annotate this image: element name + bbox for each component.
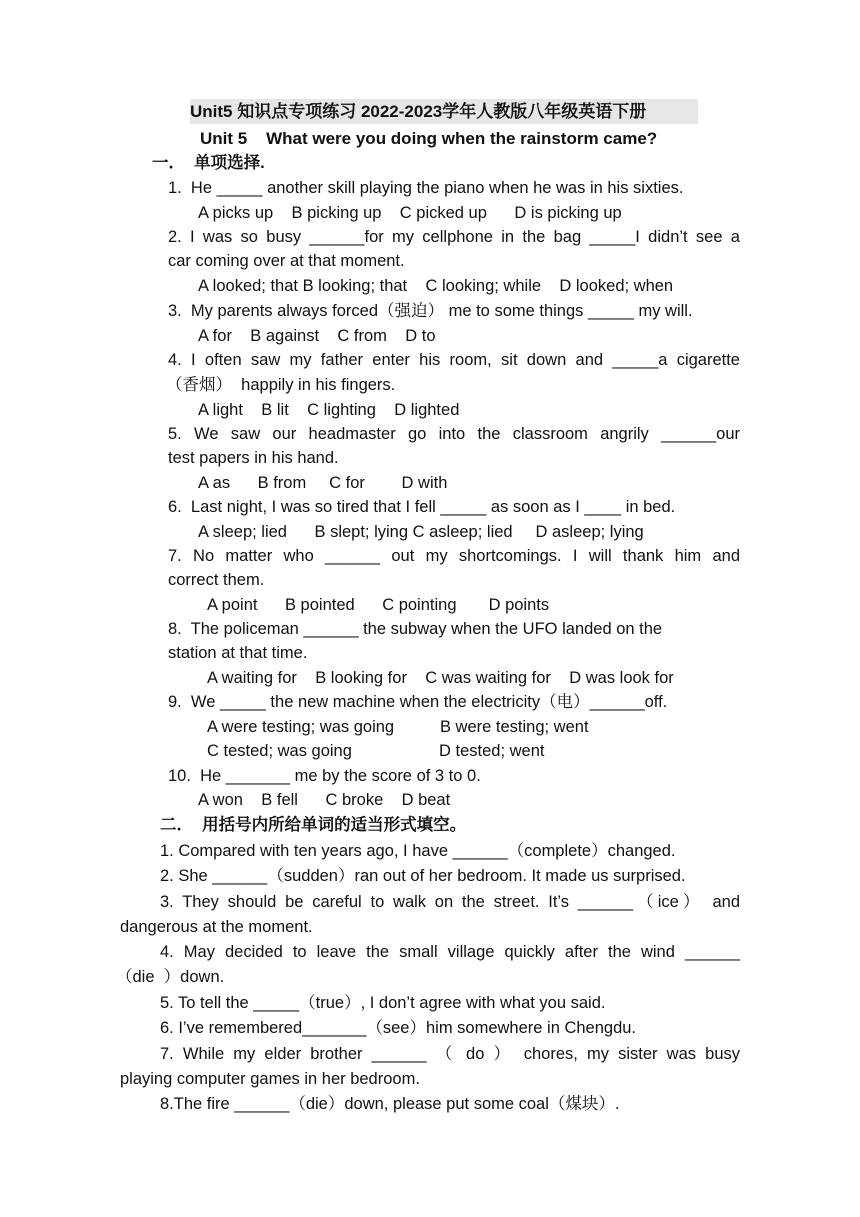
q4-stem-cont: （香烟） happily in his fingers.: [166, 376, 396, 394]
q10-stem: 10. He _______ me by the score of 3 to 0.: [168, 767, 481, 785]
q9-options: A were testing; was going B were testing; went: [207, 718, 589, 736]
section1-heading: 一． 单项选择.: [152, 154, 265, 172]
s2-q5: 5. To tell the _____（true）, I don’t agree with what you said.: [160, 994, 606, 1012]
section2-heading: 二． 用括号内所给单词的适当形式填空。: [160, 816, 467, 834]
q7-options: A point B pointed C pointing D points: [207, 596, 550, 614]
q8-stem-cont: station at that time.: [168, 644, 308, 662]
s2-q1: 1. Compared with ten years ago, I have ______（complete）changed.: [160, 842, 676, 860]
q7-stem: 7. No matter who ______ out my shortcomings. I will thank him and: [168, 547, 740, 565]
s2-q7: 7. While my elder brother ______ （ do ） chores, my sister was busy: [160, 1045, 740, 1063]
q2-stem-cont: car coming over at that moment.: [168, 252, 405, 270]
s2-q3: 3. They should be careful to walk on the street. It’s ______（ice） and: [160, 893, 740, 911]
s2-q3-cont: dangerous at the moment.: [120, 918, 313, 936]
q9-options-cont: C tested; was going D tested; went: [207, 742, 545, 760]
q1-stem: 1. He _____ another skill playing the piano when he was in his sixties.: [168, 179, 684, 197]
s2-q6: 6. I’ve remembered_______（see）him somewhere in Chengdu.: [160, 1019, 637, 1037]
s2-q4-cont: （die ）down.: [116, 968, 225, 986]
q4-stem: 4. I often saw my father enter his room, sit down and _____a cigarette: [168, 351, 740, 369]
q6-stem: 6. Last night, I was so tired that I fell _____ as soon as I ____ in bed.: [168, 498, 676, 516]
s2-q4: 4. May decided to leave the small village quickly after the wind ______: [160, 943, 740, 961]
q4-options: A light B lit C lighting D lighted: [198, 401, 460, 419]
q9-stem: 9. We _____ the new machine when the electricity（电）______off.: [168, 693, 668, 711]
q2-options: A looked; that B looking; that C looking; while D looked; when: [198, 277, 674, 295]
q2-stem: 2. I was so busy ______for my cellphone in the bag _____I didn’t see a: [168, 228, 740, 246]
q3-options: A for B against C from D to: [198, 327, 436, 345]
document-title: Unit5 知识点专项练习 2022-2023学年人教版八年级英语下册: [190, 99, 698, 124]
q5-stem-cont: test papers in his hand.: [168, 449, 339, 467]
q5-options: A as B from C for D with: [198, 474, 448, 492]
q1-options: A picks up B picking up C picked up D is picking up: [198, 204, 622, 222]
s2-q2: 2. She ______（sudden）ran out of her bedroom. It made us surprised.: [160, 867, 686, 885]
q10-options: A won B fell C broke D beat: [198, 791, 451, 809]
unit-subtitle: Unit 5 What were you doing when the rainstorm came?: [200, 129, 658, 148]
q8-stem: 8. The policeman ______ the subway when the UFO landed on the: [168, 620, 663, 638]
q5-stem: 5. We saw our headmaster go into the classroom angrily ______our: [168, 425, 740, 443]
q6-options: A sleep; lied B slept; lying C asleep; lied D asleep; lying: [198, 523, 644, 541]
q3-stem: 3. My parents always forced（强迫） me to some things _____ my will.: [168, 302, 693, 320]
q7-stem-cont: correct them.: [168, 571, 265, 589]
s2-q8: 8.The fire ______（die）down, please put some coal（煤块）.: [160, 1095, 620, 1113]
q8-options: A waiting for B looking for C was waiting for D was look for: [207, 669, 674, 687]
s2-q7-cont: playing computer games in her bedroom.: [120, 1070, 420, 1088]
